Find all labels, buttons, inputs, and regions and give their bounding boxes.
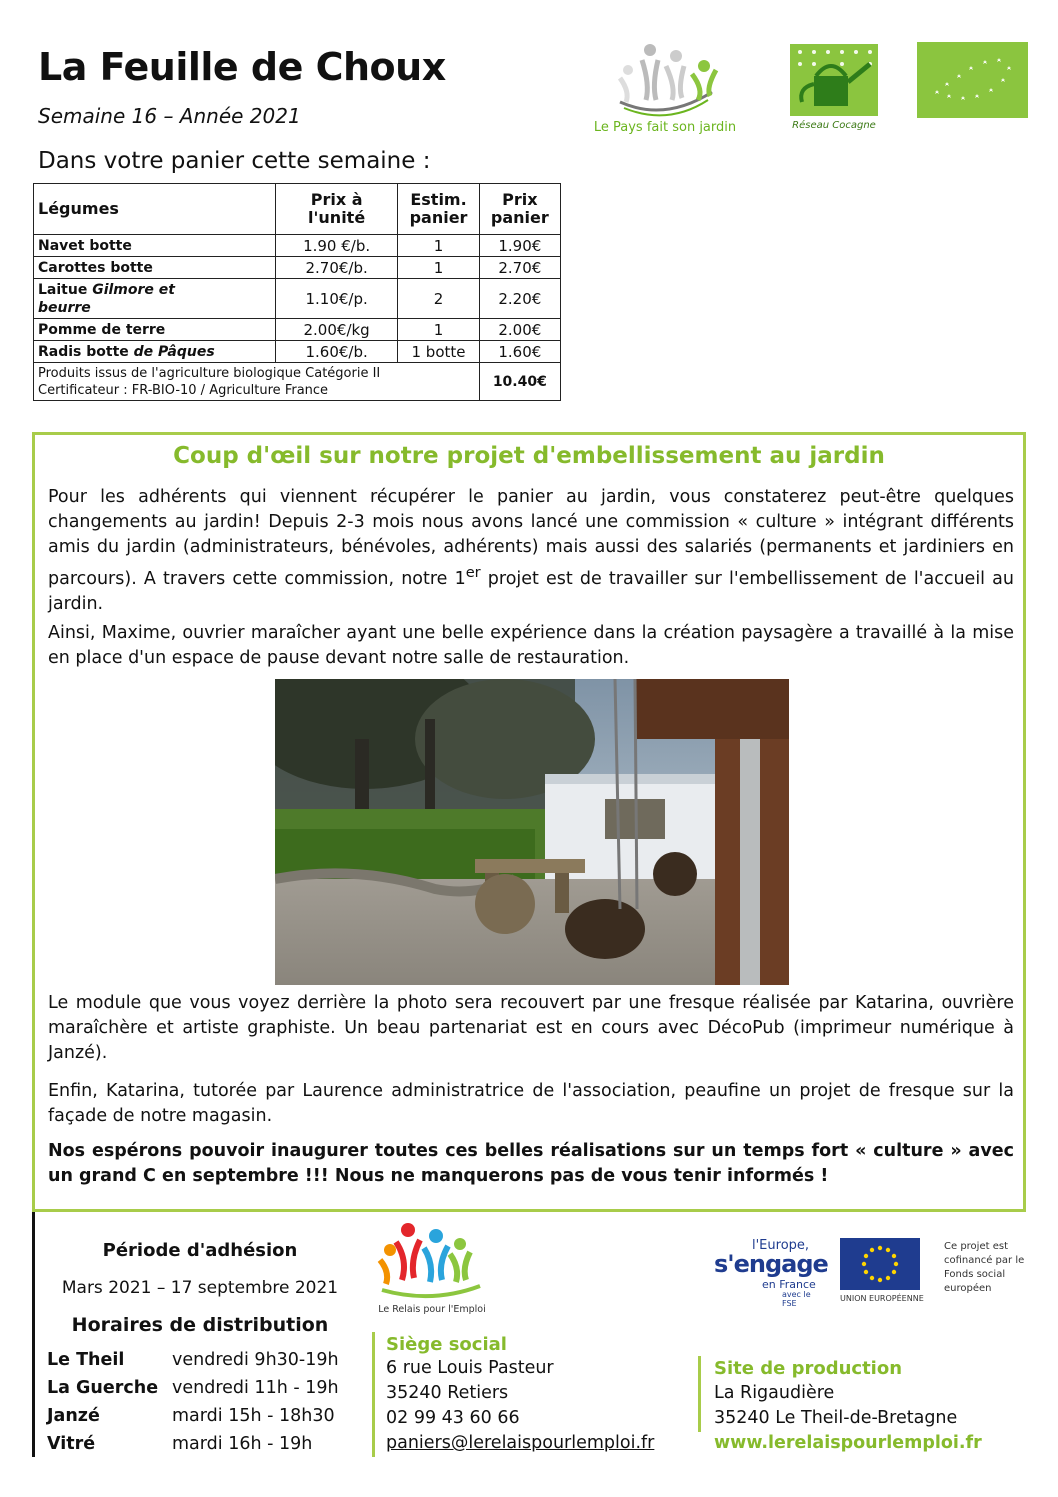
unit-price: 2.70€/b. xyxy=(275,257,397,279)
article-paragraph: Ainsi, Maxime, ouvrier maraîcher ayant une belle expérience dans la création paysagère a travaillé à la mise en place d'un espace de pause devant notre salle de restauration. xyxy=(48,623,1014,668)
veg-name: Pomme de terre xyxy=(34,319,276,341)
unit-price: 1.90 €/b. xyxy=(275,235,397,257)
membership-heading: Période d'adhésion xyxy=(102,1240,298,1261)
pays-caption: Le Pays fait son jardin xyxy=(593,120,737,135)
basket-total: 10.40€ xyxy=(479,363,560,401)
organic-leaf-icon xyxy=(917,42,1028,118)
relais-people-icon xyxy=(372,1220,492,1304)
section-divider xyxy=(32,1212,35,1457)
siege-city: 35240 Retiers xyxy=(386,1383,509,1403)
table-row xyxy=(34,257,561,279)
basket-qty: 1 botte xyxy=(398,341,479,363)
basket-heading: Dans votre panier cette semaine : xyxy=(38,148,431,174)
basket-price: 2.20€ xyxy=(479,279,560,319)
ue-caption: UNION EUROPÉENNE xyxy=(840,1294,924,1303)
union-europeenne-flag-logo xyxy=(840,1238,930,1304)
veg-name: Radis botte de Pâques xyxy=(34,341,276,363)
europe-line-4: avec le FSE xyxy=(782,1290,811,1308)
table-row xyxy=(34,279,561,319)
eu-flag-icon xyxy=(840,1238,930,1290)
article-paragraph: Le module que vous voyez derrière la photo sera recouvert par une fresque réalisée par Katarina, ouvrière maraîchère et artiste graphiste. Un beau partenariat est en cours avec DécoPub (imprimeur numérique à Janzé). xyxy=(48,993,1014,1063)
page-title: La Feuille de Choux xyxy=(38,45,446,89)
distribution-place: Le Theil xyxy=(47,1350,125,1370)
fse-cofinancing-text: Ce projet est cofinancé par le Fonds social européen xyxy=(944,1241,1025,1294)
article-title: Coup d'œil sur notre projet d'embellissement au jardin xyxy=(173,443,885,469)
europe-line-3: en France xyxy=(762,1278,816,1291)
website-link[interactable]: www.lerelaispourlemploi.fr xyxy=(714,1433,982,1453)
distribution-place: La Guerche xyxy=(47,1378,159,1398)
relais-caption: Le Relais pour l'Emploi xyxy=(378,1304,486,1315)
siege-phone: 02 99 43 60 66 xyxy=(386,1408,520,1428)
header-unit-price: Prix à l'unité xyxy=(275,184,397,235)
pays-fait-son-jardin-logo xyxy=(580,40,750,140)
europe-s-engage-logo xyxy=(712,1238,828,1308)
garden-rest-area-photo xyxy=(275,679,789,985)
distribution-time: vendredi 11h - 19h xyxy=(172,1378,339,1398)
siege-heading: Siège social xyxy=(386,1334,507,1355)
membership-period: Mars 2021 – 17 septembre 2021 xyxy=(61,1278,339,1298)
hours-heading: Horaires de distribution xyxy=(71,1314,329,1336)
distribution-place: Janzé xyxy=(47,1406,100,1426)
header-basket-estimate: Estim. panier xyxy=(398,184,479,235)
article-paragraph: Enfin, Katarina, tutorée par Laurence administratrice de l'association, peaufine un projet de fresque sur la façade de notre magasin. xyxy=(48,1081,1014,1126)
distribution-time: mardi 16h - 19h xyxy=(172,1434,313,1454)
distribution-time: vendredi 9h30-19h xyxy=(172,1350,339,1370)
reseau-cocagne-logo xyxy=(786,42,882,140)
unit-price: 1.60€/b. xyxy=(275,341,397,363)
basket-price: 1.60€ xyxy=(479,341,560,363)
issue-subtitle: Semaine 16 – Année 2021 xyxy=(38,104,301,128)
header-vegetables: Légumes xyxy=(34,184,276,235)
address-divider xyxy=(698,1356,701,1432)
article-paragraph: Pour les adhérents qui viennent récupérer le panier au jardin, vous constaterez peut-être quelques changements au jardin! Depuis 2-3 mois nous avons lancé une commission « culture » intégrant différents amis du jardin (administrateurs, bénévoles, adhérents) mais aussi des salariés (permanents et jardiniers en parcours). A travers cette commission, notre 1er projet est de travailler sur l'embellissement de l'accueil au jardin. xyxy=(48,487,1014,614)
basket-price: 2.00€ xyxy=(479,319,560,341)
basket-qty: 2 xyxy=(398,279,479,319)
unit-price: 2.00€/kg xyxy=(275,319,397,341)
pays-people-icon xyxy=(580,40,750,120)
cocagne-caption: Réseau Cocagne xyxy=(792,120,876,131)
basket-table xyxy=(33,183,561,401)
article-box xyxy=(32,432,1026,1212)
europe-line-2: s'engage xyxy=(714,1250,828,1278)
address-divider xyxy=(372,1332,375,1457)
veg-name: Laitue Gilmore et beurre xyxy=(34,279,276,319)
distribution-time: mardi 15h - 18h30 xyxy=(172,1406,335,1426)
basket-qty: 1 xyxy=(398,257,479,279)
distribution-place: Vitré xyxy=(47,1434,96,1454)
basket-qty: 1 xyxy=(398,319,479,341)
table-row xyxy=(34,341,561,363)
eu-organic-leaf-logo xyxy=(917,42,1028,118)
basket-qty: 1 xyxy=(398,235,479,257)
basket-price: 1.90€ xyxy=(479,235,560,257)
table-row xyxy=(34,319,561,341)
relais-pour-emploi-logo xyxy=(372,1220,492,1320)
table-header-row xyxy=(34,184,561,235)
siege-email-link[interactable]: paniers@lerelaispourlemploi.fr xyxy=(386,1433,655,1453)
table-footer-row xyxy=(34,363,561,401)
table-row xyxy=(34,235,561,257)
unit-price: 1.10€/p. xyxy=(275,279,397,319)
production-heading: Site de production xyxy=(714,1358,903,1379)
certification-note: Produits issus de l'agriculture biologique Catégorie II Certificateur : FR-BIO-10 / Agriculture France xyxy=(34,363,480,401)
header-basket-price: Prix panier xyxy=(479,184,560,235)
veg-name: Navet botte xyxy=(34,235,276,257)
production-place: La Rigaudière xyxy=(714,1383,835,1403)
veg-name: Carottes botte xyxy=(34,257,276,279)
europe-line-1: l'Europe, xyxy=(752,1238,810,1253)
basket-price: 2.70€ xyxy=(479,257,560,279)
siege-street: 6 rue Louis Pasteur xyxy=(386,1358,554,1378)
production-city: 35240 Le Theil-de-Bretagne xyxy=(714,1408,958,1428)
watering-can-icon xyxy=(786,42,882,118)
article-conclusion: Nos espérons pouvoir inaugurer toutes ces belles réalisations sur un temps fort « culture » avec un grand C en septembre !!! Nous ne manquerons pas de vous tenir informés ! xyxy=(48,1141,1014,1186)
